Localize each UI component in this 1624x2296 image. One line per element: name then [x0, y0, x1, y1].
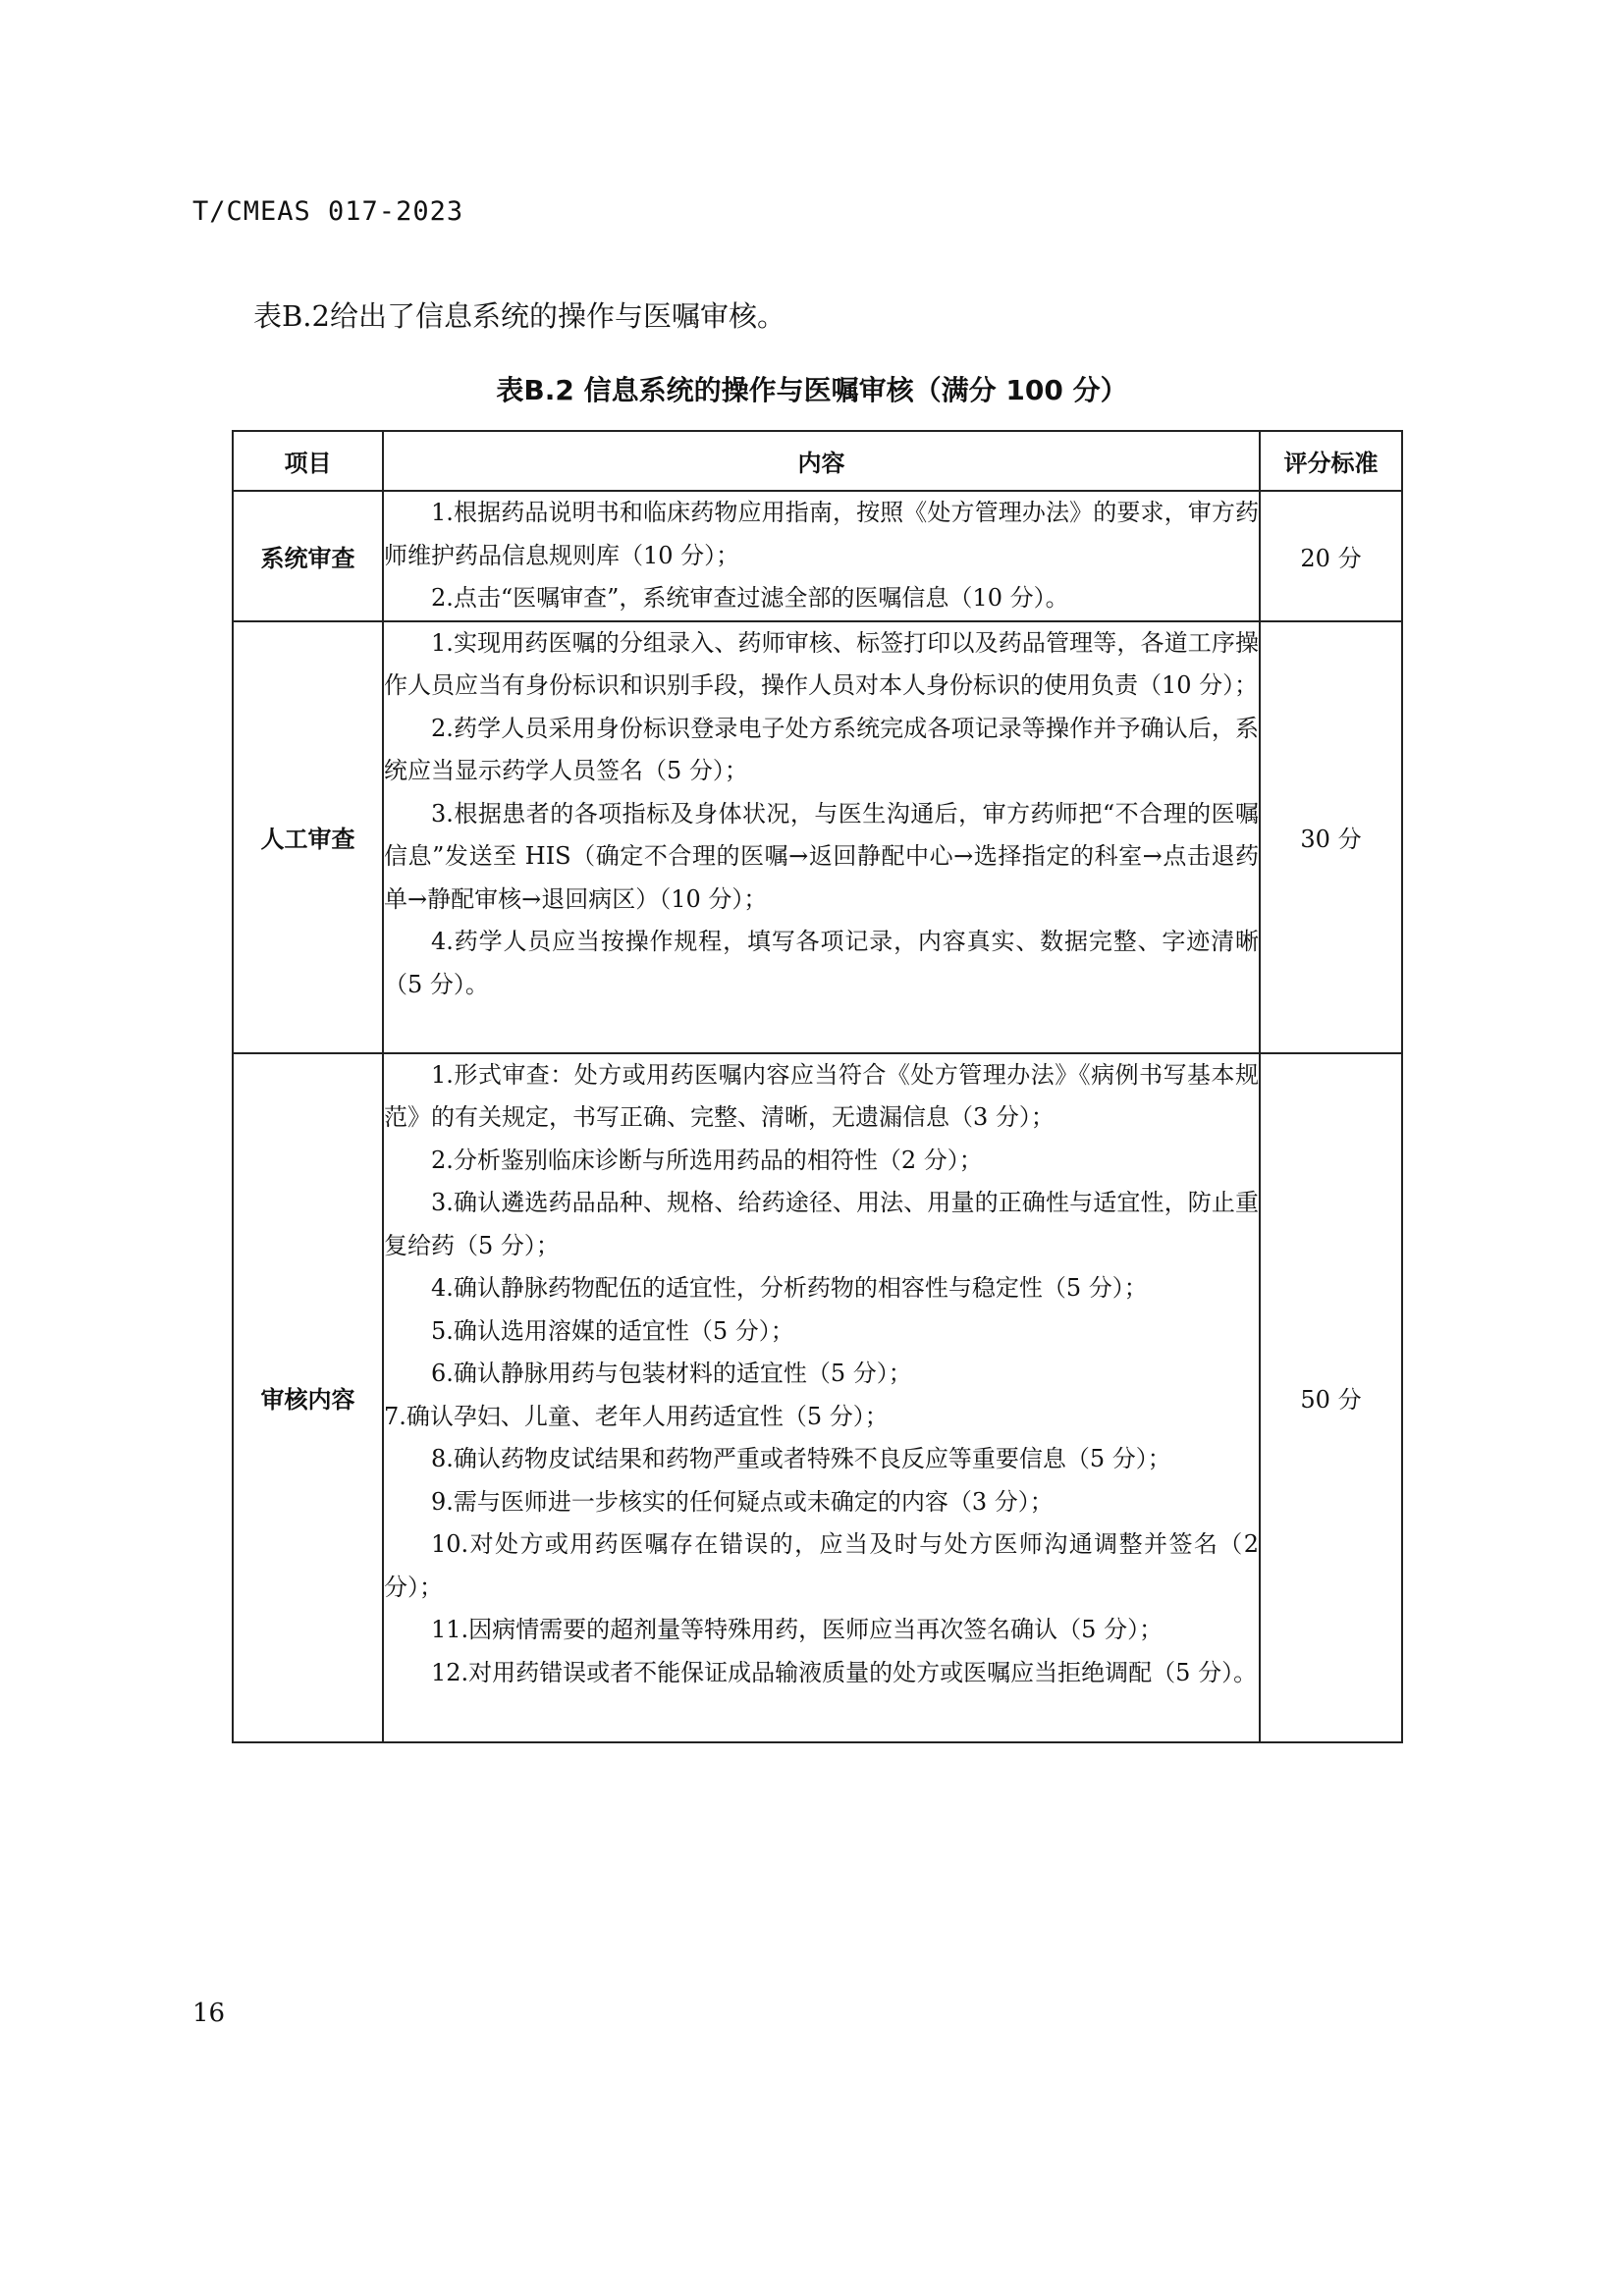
- content-item: 1.实现用药医嘱的分组录入、药师审核、标签打印以及药品管理等，各道工序操作人员应当有身份标识和识别手段，操作人员对本人身份标识的使用负责（10 分）；: [384, 628, 1259, 699]
- content-item: 1.根据药品说明书和临床药物应用指南，按照《处方管理办法》的要求，审方药师维护药品信息规则库（10 分）；: [384, 499, 1259, 569]
- content-item: 1.形式审查：处方或用药医嘱内容应当符合《处方管理办法》《病例书写基本规范》的有关规定，书写正确、完整、清晰，无遗漏信息（3 分）；: [384, 1060, 1259, 1131]
- document-code: T/CMEAS 017-2023: [192, 196, 464, 227]
- score-cell: 20 分: [1260, 491, 1402, 621]
- column-header-score: 评分标准: [1260, 431, 1402, 491]
- content-item: 9.需与医师进一步核实的任何疑点或未确定的内容（3 分）；: [431, 1487, 1054, 1516]
- content-item: 2.分析鉴别临床诊断与所选用药品的相符性（2 分）；: [431, 1146, 983, 1174]
- score-cell: 50 分: [1260, 1053, 1402, 1742]
- table-header-row: [233, 431, 1402, 491]
- content-item: 6.确认静脉用药与包装材料的适宜性（5 分）；: [431, 1360, 912, 1387]
- content-item: 10.对处方或用药医嘱存在错误的，应当及时与处方医师沟通调整并签名（2 分）；: [384, 1530, 1259, 1601]
- column-header-item: 项目: [233, 431, 383, 491]
- content-item: 12.对用药错误或者不能保证成品输液质量的处方或医嘱应当拒绝调配（5 分）。: [431, 1658, 1258, 1686]
- category-cell: 审核内容: [233, 1053, 383, 1742]
- intro-paragraph: 表B.2给出了信息系统的操作与医嘱审核。: [253, 299, 785, 333]
- score-cell: 30 分: [1260, 621, 1402, 1053]
- content-item: 11.因病情需要的超剂量等特殊用药，医师应当再次签名确认（5 分）；: [431, 1616, 1164, 1643]
- content-item: 5.确认选用溶媒的适宜性（5 分）；: [431, 1316, 794, 1345]
- category-cell: 人工审查: [233, 621, 383, 1053]
- content-cell: [383, 621, 1260, 1053]
- content-item: 8.确认药物皮试结果和药物严重或者特殊不良反应等重要信息（5 分）；: [431, 1445, 1171, 1472]
- content-item: 3.确认遴选药品品种、规格、给药途径、用法、用量的正确性与适宜性，防止重复给药（5 分）；: [384, 1189, 1259, 1259]
- category-cell: 系统审查: [233, 491, 383, 621]
- content-cell: [383, 1053, 1260, 1742]
- content-item: 4.药学人员应当按操作规程，填写各项记录，内容真实、数据完整、字迹清晰（5 分）。: [384, 928, 1259, 998]
- table-title: 表B.2 信息系统的操作与医嘱审核（满分 100 分）: [496, 374, 1128, 406]
- content-item: 3.根据患者的各项指标及身体状况，与医生沟通后，审方药师把“不合理的医嘱信息”发送至 HIS（确定不合理的医嘱→返回静配中心→选择指定的科室→点击退药单→静配审核→退回病区）（10 分）；: [384, 799, 1259, 913]
- table-row-review-content: [233, 1053, 1402, 1742]
- table-row-manual-review: [233, 621, 1402, 1053]
- content-cell: [383, 491, 1260, 621]
- content-item: 4.确认静脉药物配伍的适宜性，分析药物的相容性与稳定性（5 分）；: [431, 1274, 1148, 1302]
- content-item: 2.点击“医嘱审查”，系统审查过滤全部的医嘱信息（10 分）。: [431, 584, 1069, 612]
- scoring-table: [232, 430, 1403, 1743]
- content-item: 2.药学人员采用身份标识登录电子处方系统完成各项记录等操作并予确认后，系统应当显示药学人员签名（5 分）；: [384, 714, 1259, 784]
- page-number: 16: [192, 1999, 226, 2028]
- table-row-system-review: [233, 491, 1402, 621]
- column-header-content: 内容: [383, 431, 1260, 491]
- content-item: 7.确认孕妇、儿童、老年人用药适宜性（5 分）；: [384, 1402, 889, 1430]
